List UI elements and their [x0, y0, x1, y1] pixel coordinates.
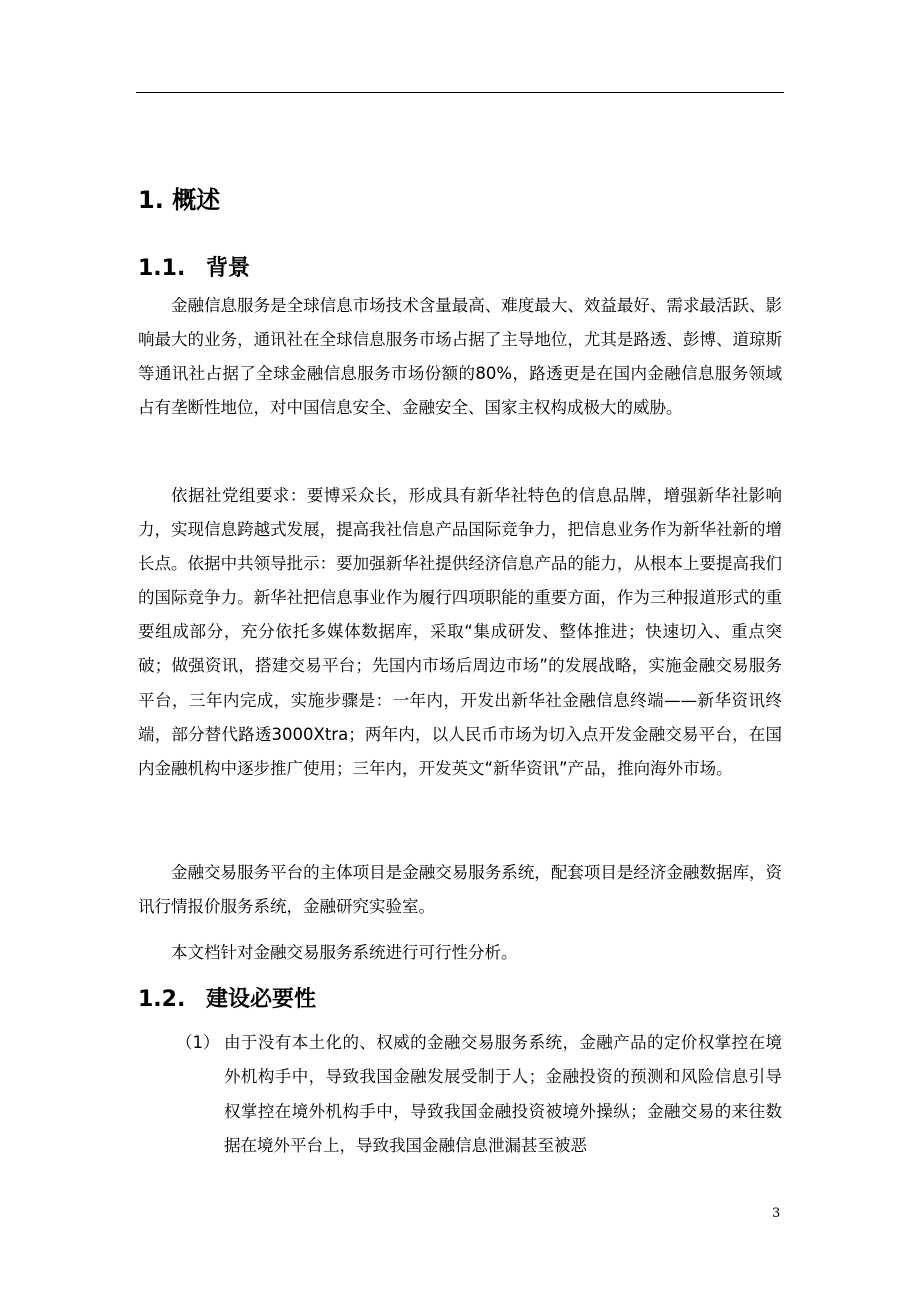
- list-item: [176, 1026, 782, 1164]
- header-rule: [136, 92, 784, 93]
- paragraph: 依据社党组要求：要博采众长，形成具有新华社特色的信息品牌，增强新华社影响力，实现信息跨越式发展，提高我社信息产品国际竞争力，把信息业务作为新华社新的增长点。依据中共领导批示：要加强新华社提供经济信息产品的能力，从根本上要提高我们的国际竞争力。新华社把信息事业作为履行四项职能的重要方面，作为三种报道形式的重要组成部分，充分依托多媒体数据库，采取“集成研发、整体推进；快速切入、重点突破；做强资讯，搭建交易平台；先国内市场后周边市场”的发展战略，实施金融交易服务平台，三年内完成，实施步骤是：一年内，开发出新华社金融信息终端——新华资讯终端，部分替代路透3000Xtra；两年内，以人民币市场为切入点开发金融交易平台，在国内金融机构中逐步推广使用；三年内，开发英文“新华资讯”产品，推向海外市场。: [138, 486, 782, 778]
- paragraph: 金融信息服务是全球信息市场技术含量最高、难度最大、效益最好、需求最活跃、影响最大的业务，通讯社在全球信息服务市场占据了主导地位，尤其是路透、彭博、道琼斯等通讯社占据了全球金融信息服务市场份额的80%，路透更是在国内金融信息服务领域占有垄断性地位，对中国信息安全、金融安全、国家主权构成极大的威胁。: [138, 296, 782, 418]
- section-title: 背景: [206, 256, 251, 281]
- page-number: 3: [772, 1206, 781, 1221]
- section-title: 建设必要性: [206, 987, 317, 1012]
- section-title: 概述: [172, 186, 221, 214]
- list-item-text: 由于没有本土化的、权威的金融交易服务系统，金融产品的定价权掌控在境外机构手中，导致我国金融发展受制于人；金融投资的预测和风险信息引导权掌控在境外机构手中，导致我国金融投资被境外操纵；金融交易的来往数据在境外平台上，导致我国金融信息泄漏甚至被恶: [224, 1033, 782, 1156]
- paragraph: 本文档针对金融交易服务系统进行可行性分析。: [171, 943, 518, 962]
- section-number: 1.: [138, 186, 164, 214]
- section-heading-1: [138, 180, 220, 220]
- section-heading-1-1: [138, 251, 250, 287]
- section-number: 1.2.: [138, 987, 186, 1012]
- paragraph: 金融交易服务平台的主体项目是金融交易服务系统，配套项目是经济金融数据库，资讯行情报价服务系统，金融研究实验室。: [138, 863, 782, 917]
- section-number: 1.1.: [138, 256, 186, 281]
- section-heading-1-2: [138, 982, 316, 1018]
- list-marker: （1）: [176, 1033, 220, 1052]
